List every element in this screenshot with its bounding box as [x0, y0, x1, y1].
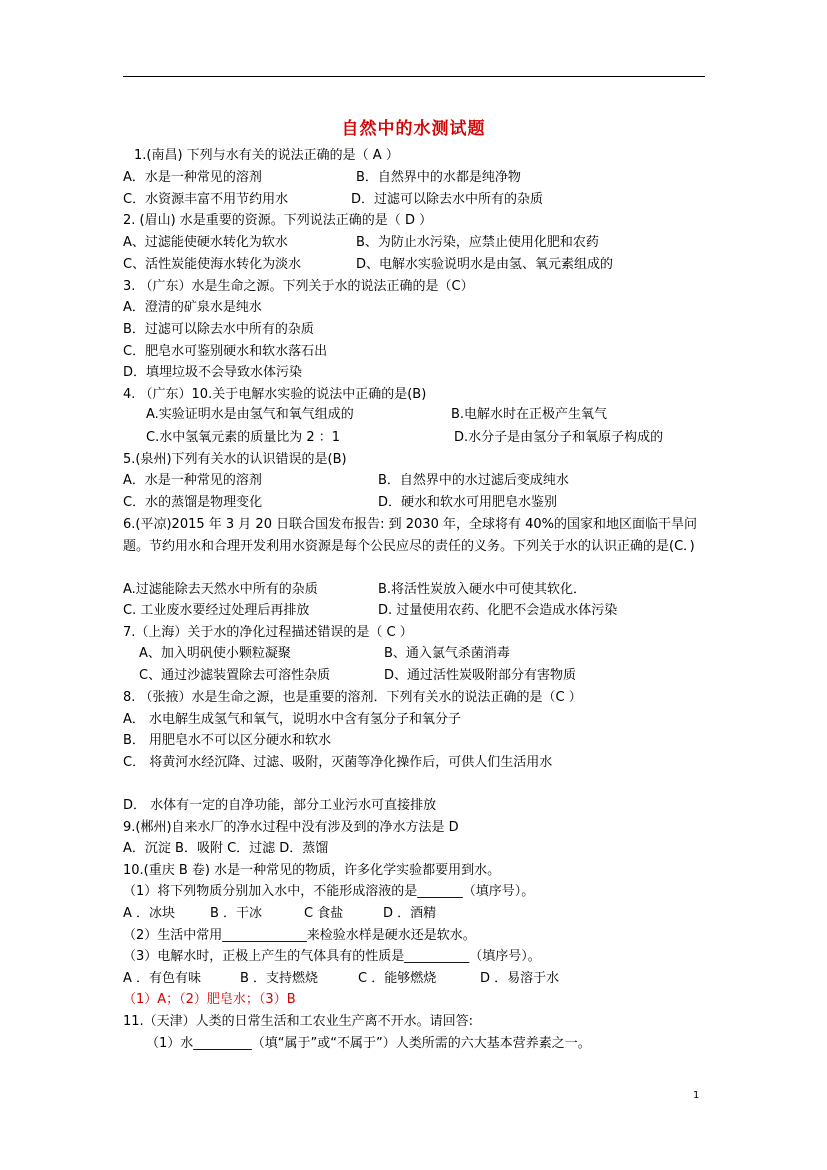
- q1-options-row-1: [123, 170, 521, 186]
- q4-option-c: C.水中氢氧元素的质量比为 2 ：1: [146, 430, 341, 445]
- q7-options-row-2: [139, 668, 577, 684]
- q10-3-option-a: A ．有色有味: [123, 971, 202, 986]
- question-9: 9.(郴州)自来水厂的净水过程中没有涉及到的净水方法是 D: [123, 820, 459, 835]
- q1-option-d: D．过滤可以除去水中所有的杂质: [351, 192, 544, 207]
- question-4: 4. （广东）10.关于电解水实验的说法中正确的是(B): [123, 387, 427, 402]
- q4-option-a: A.实验证明水是由氢气和氧气组成的: [146, 407, 354, 422]
- q10-1-option-d: D ．酒精: [383, 906, 437, 921]
- q10-3-option-c: C ．能够燃烧: [358, 971, 437, 986]
- q10-part-1: （1）将下列物质分别加入水中，不能形成溶液的是_______（填序号）。: [123, 884, 535, 899]
- q7-option-c: C、通过沙滤装置除去可溶性杂质: [139, 668, 331, 683]
- q4-options-row-2: [146, 430, 664, 446]
- q10-part-3-options: [123, 971, 560, 987]
- question-7: 7.（上海）关于水的净化过程描述错误的是（ C ）: [123, 625, 413, 640]
- q6-option-d: D. 过量使用农药、化肥不会造成水体污染: [378, 603, 618, 618]
- q7-option-a: A、加入明矾使小颗粒凝聚: [139, 646, 291, 661]
- question-5: 5.(泉州)下列有关水的认识错误的是(B): [123, 452, 347, 467]
- page-title: 自然中的水测试题: [341, 119, 486, 139]
- q1-option-a: A．水是一种常见的溶剂: [123, 170, 262, 185]
- question-6: 6.(平凉)2015 年 3 月 20 日联合国发布报告: 到 2030 年，全球将有 40%的国家和地区面临干旱问题。节约用水和合理开发利用水资源是每个公民应尽的责任的义务。下列关于水的认识正确的是(C．): [123, 517, 697, 554]
- q10-part-2: （2）生活中常用_____________来检验水样是硬水还是软水。: [123, 928, 476, 943]
- q5-options-row-1: [123, 473, 569, 489]
- q9-options: A．沉淀 B．吸附 C．过滤 D．蒸馏: [123, 841, 329, 856]
- q7-options-row-1: [139, 646, 510, 662]
- q10-part-1-options: [123, 906, 437, 922]
- q7-option-d: D、通过活性炭吸附部分有害物质: [384, 668, 577, 683]
- question-8: 8. （张掖）水是生命之源，也是重要的溶剂．下列有关水的说法正确的是（C ）: [123, 690, 582, 705]
- q10-3-option-d: D ．易溶于水: [480, 971, 560, 986]
- question-3: 3. （广东）水是生命之源。下列关于水的说法正确的是（C）: [123, 279, 474, 294]
- q10-1-option-c: C 食盐: [304, 906, 344, 921]
- q2-options-row-1: [123, 235, 599, 251]
- q10-part-3: （3）电解水时，正极上产生的气体具有的性质是__________（填序号）。: [123, 949, 541, 964]
- q5-options-row-2: [123, 495, 558, 511]
- question-1: 1.(南昌) 下列与水有关的说法正确的是（ A ）: [134, 148, 399, 163]
- q5-option-b: B．自然界中的水过滤后变成纯水: [378, 473, 569, 488]
- q6-options-row-1: [123, 582, 587, 598]
- question-11: 11.（天津）人类的日常生活和工农业生产离不开水。请回答:: [123, 1014, 474, 1029]
- q3-option-a: A．澄清的矿泉水是纯水: [123, 300, 262, 315]
- q5-option-c: C．水的蒸馏是物理变化: [123, 495, 263, 510]
- q10-1-option-b: B ．干冰: [210, 906, 263, 921]
- q2-option-c: C、活性炭能使海水转化为淡水: [123, 257, 302, 272]
- q5-option-d: D．硬水和软水可用肥皂水鉴别: [378, 495, 558, 510]
- q8-option-c: C． 将黄河水经沉降、过滤、吸附，灭菌等净化操作后，可供人们生活用水: [123, 755, 553, 770]
- q10-3-option-b: B ．支持燃烧: [240, 971, 319, 986]
- q4-option-d: D.水分子是由氢分子和氧原子构成的: [454, 430, 664, 445]
- q7-option-b: B、通入氯气杀菌消毒: [384, 646, 510, 661]
- q6-option-a: A.过滤能除去天然水中所有的杂质: [123, 582, 318, 597]
- q3-option-d: D．填埋垃圾不会导致水体污染: [123, 365, 303, 380]
- page-number: 1: [693, 1090, 700, 1101]
- q2-option-a: A、过滤能使硬水转化为软水: [123, 235, 288, 250]
- q1-options-row-2: [123, 192, 544, 208]
- question-2: 2. (眉山) 水是重要的资源。下列说法正确的是（ D ）: [123, 213, 433, 228]
- q10-1-option-a: A ．冰块: [123, 906, 176, 921]
- q8-option-a: A． 水电解生成氢气和氧气，说明水中含有氢分子和氧分子: [123, 712, 462, 727]
- q1-option-c: C．水资源丰富不用节约用水: [123, 192, 289, 207]
- q10-answer: （1）A；（2）肥皂水；（3）B: [123, 992, 296, 1007]
- q4-option-b: B.电解水时在正极产生氧气: [451, 407, 608, 422]
- header-rule: [123, 76, 705, 77]
- q6-options-row-2: [123, 603, 618, 619]
- q3-option-c: C．肥皂水可鉴别硬水和软水落石出: [123, 344, 328, 359]
- q3-option-b: B．过滤可以除去水中所有的杂质: [123, 322, 314, 337]
- q11-part-1: （1）水_________（填“属于”或“不属于”）人类所需的六大基本营养素之一。: [146, 1036, 591, 1051]
- q2-option-b: B、为防止水污染，应禁止使用化肥和农药: [356, 235, 599, 250]
- q2-options-row-2: [123, 257, 614, 273]
- question-10: 10.(重庆 B 卷) 水是一种常见的物质，许多化学实验都要用到水。: [123, 863, 501, 878]
- q8-option-b: B． 用肥皂水不可以区分硬水和软水: [123, 733, 332, 748]
- q2-option-d: D、电解水实验说明水是由氢、氧元素组成的: [356, 257, 614, 272]
- q8-option-d: D． 水体有一定的自净功能，部分工业污水可直接排放: [123, 798, 437, 813]
- q6-option-c: C. 工业废水要经过处理后再排放: [123, 603, 310, 618]
- q4-options-row-1: [146, 407, 608, 423]
- q6-option-b: B.将活性炭放入硬水中可使其软化．: [378, 582, 587, 597]
- q5-option-a: A．水是一种常见的溶剂: [123, 473, 262, 488]
- q1-option-b: B．自然界中的水都是纯净物: [356, 170, 521, 185]
